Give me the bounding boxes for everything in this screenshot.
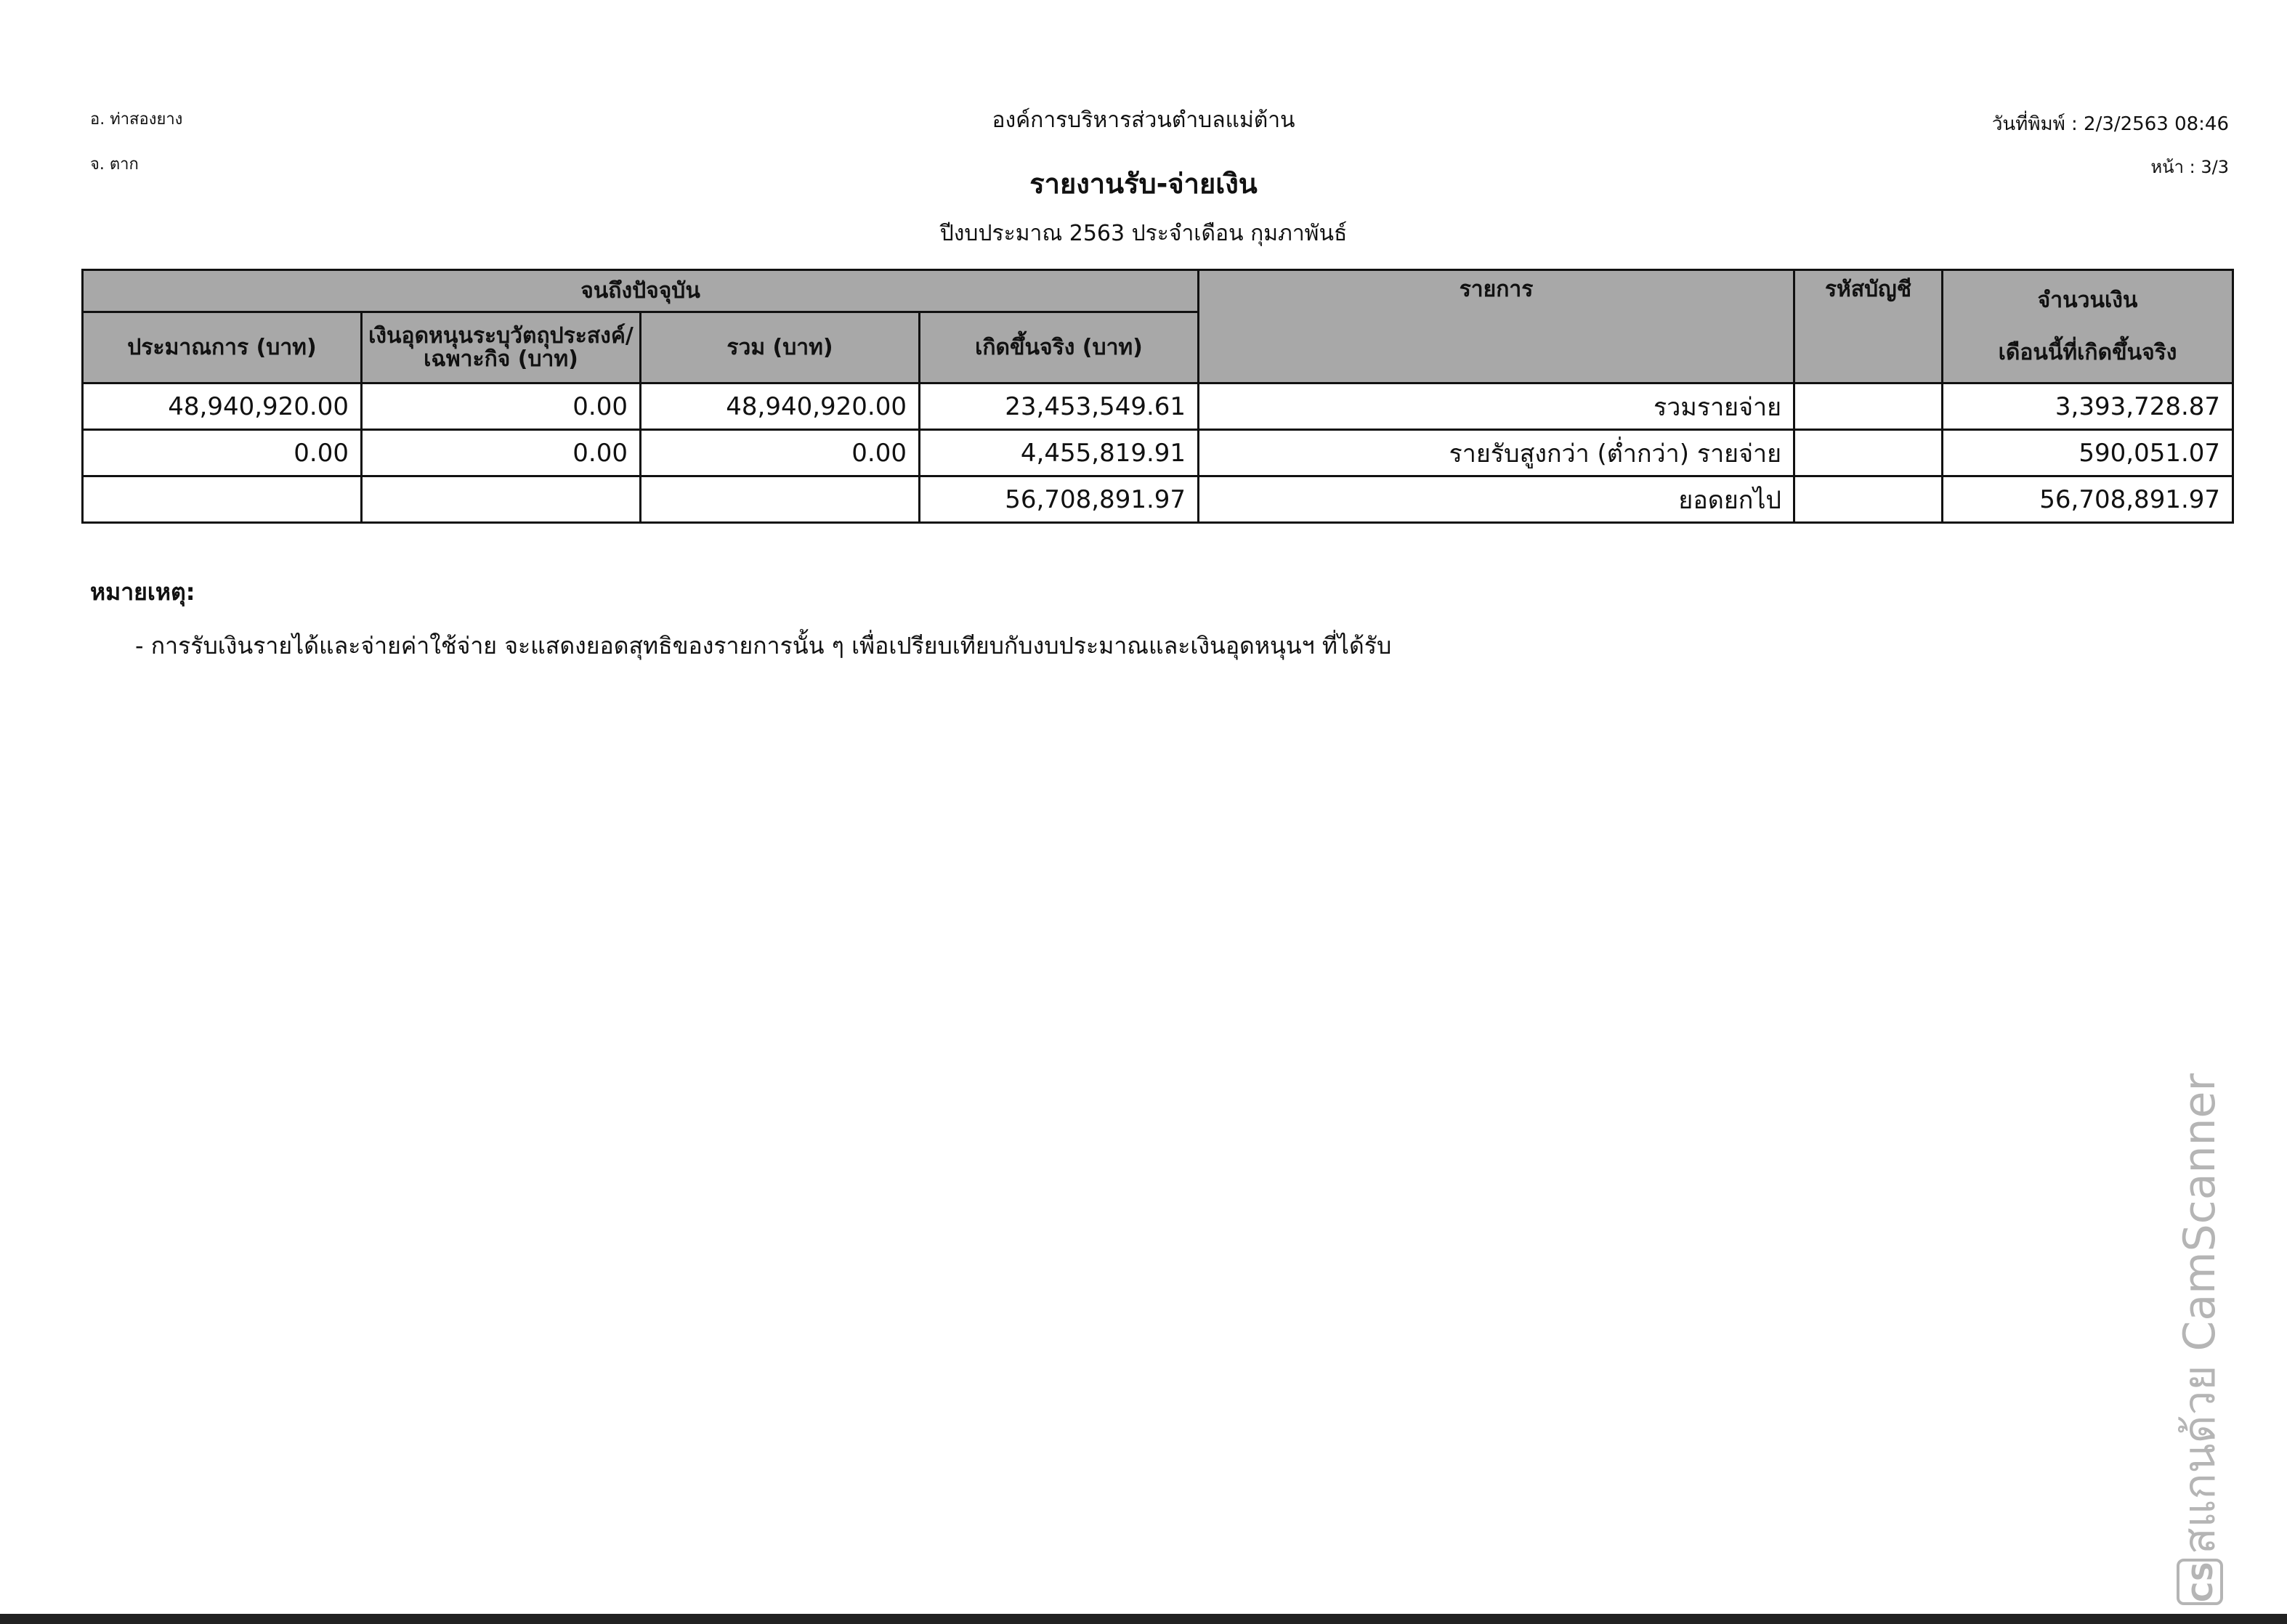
report-subtitle: ปีงบประมาณ 2563 ประจำเดือน กุมภาพันธ์ bbox=[939, 221, 1348, 246]
notes-line: - การรับเงินรายได้และจ่ายค่าใช้จ่าย จะแสดงยอดสุทธิของรายการนั้น ๆ เพื่อเปรียบเทียบกับงบประมาณและเงินอุดหนุนฯ ที่ได้รับ bbox=[135, 632, 1392, 659]
col-header-account: รหัสบัญชี bbox=[1794, 270, 1943, 383]
page-number: หน้า : 3/3 bbox=[2150, 157, 2229, 177]
cell-subsidy bbox=[362, 476, 641, 523]
col-header-subsidy: เงินอุดหนุนระบุวัตถุประสงค์/เฉพาะกิจ (บาท) bbox=[362, 312, 641, 383]
cell-total bbox=[641, 476, 920, 523]
cell-account bbox=[1794, 430, 1943, 476]
group-header: จนถึงปัจจุบัน bbox=[83, 270, 1199, 312]
col-header-amount bbox=[1943, 270, 2233, 383]
col-header-item: รายการ bbox=[1199, 270, 1794, 383]
cell-item: ยอดยกไป bbox=[1199, 476, 1794, 523]
cell-month: 3,393,728.87 bbox=[1943, 383, 2233, 430]
cell-actual: 56,708,891.97 bbox=[920, 476, 1199, 523]
organization-name: องค์การบริหารส่วนตำบลแม่ต้าน bbox=[992, 107, 1295, 133]
col-header-actual: เกิดขึ้นจริง (บาท) bbox=[920, 312, 1199, 383]
camscanner-text: สแกนด้วย CamScanner bbox=[2174, 1073, 2225, 1554]
table-row bbox=[83, 383, 2233, 430]
cell-budget bbox=[83, 476, 362, 523]
cell-subsidy: 0.00 bbox=[362, 383, 641, 430]
report-title: รายงานรับ-จ่ายเงิน bbox=[1029, 168, 1258, 200]
cell-item: รายรับสูงกว่า (ต่ำกว่า) รายจ่าย bbox=[1199, 430, 1794, 476]
cell-subsidy: 0.00 bbox=[362, 430, 641, 476]
cell-month: 590,051.07 bbox=[1943, 430, 2233, 476]
cell-actual: 23,453,549.61 bbox=[920, 383, 1199, 430]
report-table bbox=[81, 269, 2234, 524]
print-date: วันที่พิมพ์ : 2/3/2563 08:46 bbox=[1991, 113, 2229, 135]
cell-account bbox=[1794, 476, 1943, 523]
notes-title: หมายเหตุ: bbox=[90, 578, 195, 606]
cell-budget: 48,940,920.00 bbox=[83, 383, 362, 430]
table-row bbox=[83, 476, 2233, 523]
table-row bbox=[83, 430, 2233, 476]
cell-month: 56,708,891.97 bbox=[1943, 476, 2233, 523]
cell-total: 0.00 bbox=[641, 430, 920, 476]
col-header-budget: ประมาณการ (บาท) bbox=[83, 312, 362, 383]
district-label: อ. ท่าสองยาง bbox=[90, 110, 183, 129]
cell-total: 48,940,920.00 bbox=[641, 383, 920, 430]
camscanner-watermark bbox=[2165, 1073, 2234, 1605]
scan-edge-shadow bbox=[0, 1614, 2287, 1624]
col-header-total: รวม (บาท) bbox=[641, 312, 920, 383]
camscanner-logo: CS bbox=[2177, 1559, 2223, 1605]
cell-actual: 4,455,819.91 bbox=[920, 430, 1199, 476]
col-header-amount-sub: เดือนนี้ที่เกิดขึ้นจริง bbox=[1998, 339, 2177, 365]
cell-item: รวมรายจ่าย bbox=[1199, 383, 1794, 430]
province-label: จ. ตาก bbox=[90, 155, 139, 174]
col-header-amount-title: จำนวนเงิน bbox=[2037, 287, 2138, 313]
cell-account bbox=[1794, 383, 1943, 430]
cell-budget: 0.00 bbox=[83, 430, 362, 476]
